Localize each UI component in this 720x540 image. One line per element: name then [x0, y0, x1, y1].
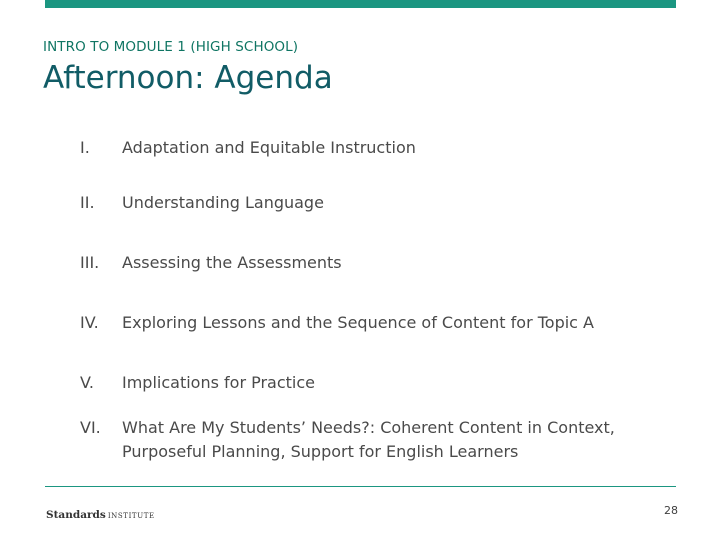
agenda-numeral: V. — [80, 373, 94, 392]
slide-subtitle: INTRO TO MODULE 1 (HIGH SCHOOL) — [43, 39, 299, 55]
agenda-numeral: VI. — [80, 418, 101, 437]
agenda-text: Understanding Language — [122, 193, 324, 212]
agenda-numeral: I. — [80, 138, 90, 157]
page-number: 28 — [664, 504, 678, 517]
agenda-numeral: III. — [80, 253, 100, 272]
slide-title: Afternoon: Agenda — [43, 60, 333, 96]
agenda-text: Assessing the Assessments — [122, 253, 342, 272]
logo-sub-text: INSTITUTE — [107, 512, 155, 520]
footer-divider — [45, 486, 676, 487]
standards-institute-logo — [46, 503, 155, 522]
logo-main-text: Standards — [46, 509, 106, 521]
top-accent-bar — [45, 0, 676, 8]
agenda-text: Implications for Practice — [122, 373, 316, 392]
agenda-numeral: IV. — [80, 313, 99, 332]
agenda-text: What Are My Students’ Needs?: Coherent Content in Context, Purposeful Planning, Support for English Learners — [122, 418, 615, 461]
agenda-text: Adaptation and Equitable Instruction — [122, 138, 416, 157]
agenda-text: Exploring Lessons and the Sequence of Content for Topic A — [122, 313, 594, 332]
agenda-numeral: II. — [80, 193, 95, 212]
